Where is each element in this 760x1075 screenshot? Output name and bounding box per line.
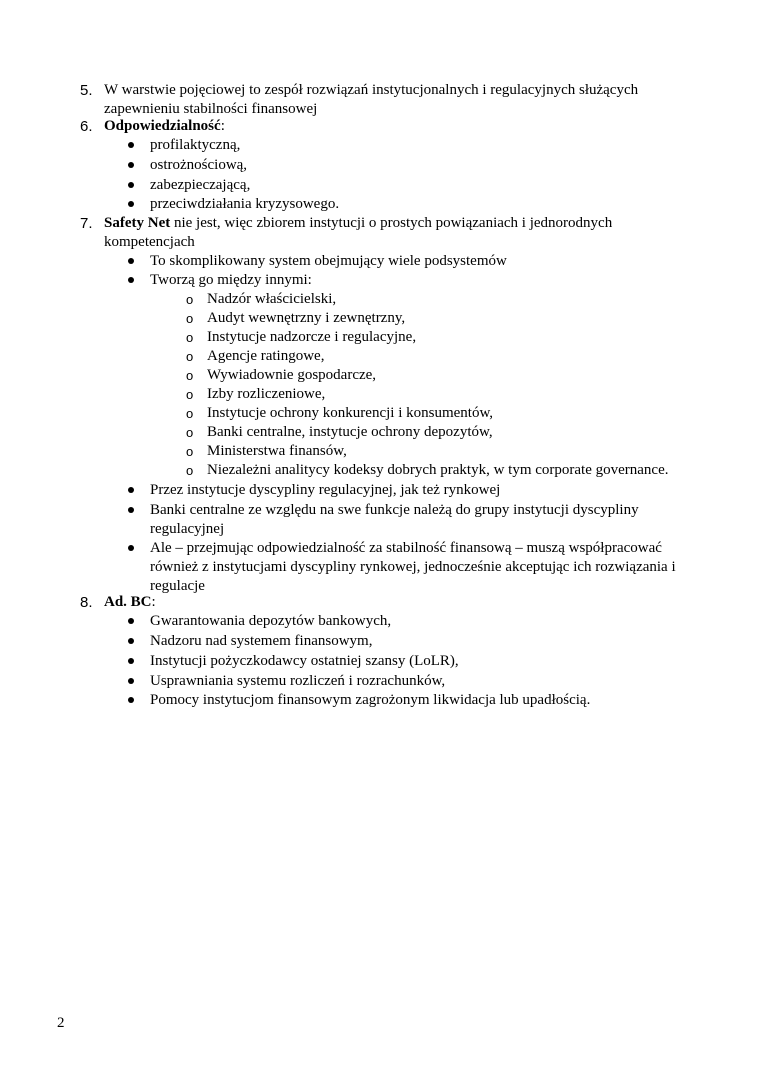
bullet-icon — [128, 142, 134, 148]
circle-bullet-icon: o — [186, 463, 194, 478]
item7-bullet-2: Tworzą go między innymi: — [150, 272, 312, 288]
item8-bullet-1: Gwarantowania depozytów bankowych, — [150, 613, 392, 629]
list-number-7: 7. — [80, 215, 93, 232]
bullet-icon — [128, 678, 134, 684]
item8-heading-suffix: : — [151, 594, 156, 610]
item7-subitem-10: Niezależni analitycy kodeksy dobrych praktyk, w tym corporate governance. — [207, 462, 669, 478]
item6-bullet-1: profilaktyczną, — [150, 137, 241, 153]
bullet-icon — [128, 638, 134, 644]
circle-bullet-icon: o — [186, 292, 194, 307]
item6-bullet-4: przeciwdziałania kryzysowego. — [150, 196, 340, 212]
circle-bullet-icon: o — [186, 425, 194, 440]
item7-subitem-3: Instytucje nadzorcze i regulacyjne, — [207, 329, 417, 345]
item8-heading-line — [104, 593, 156, 612]
item8-heading: Ad. BC — [104, 594, 152, 610]
bullet-icon — [128, 658, 134, 664]
item7-bullet-5-line2: również z instytucjami dyscypliny rynkowej, jednocześnie akceptując ich rozwiązania i — [150, 559, 676, 575]
item8-bullet-3: Instytucji pożyczkodawcy ostatniej szansy (LoLR), — [150, 653, 459, 669]
circle-bullet-icon: o — [186, 406, 194, 421]
item7-subitem-4: Agencje ratingowe, — [207, 348, 325, 364]
bullet-icon — [128, 618, 134, 624]
item7-subitem-8: Banki centralne, instytucje ochrony depozytów, — [207, 424, 493, 440]
item7-subitem-7: Instytucje ochrony konkurencji i konsumentów, — [207, 405, 494, 421]
item6-heading-line — [104, 117, 225, 136]
list-number-5: 5. — [80, 82, 93, 99]
item6-bullet-3: zabezpieczającą, — [150, 177, 251, 193]
bullet-icon — [128, 162, 134, 168]
bullet-icon — [128, 258, 134, 264]
item6-heading: Odpowiedzialność — [104, 118, 221, 134]
bullet-icon — [128, 201, 134, 207]
circle-bullet-icon: o — [186, 311, 194, 326]
item7-subitem-2: Audyt wewnętrzny i zewnętrzny, — [207, 310, 406, 326]
item6-heading-suffix: : — [220, 118, 225, 134]
item6-bullet-2: ostrożnościową, — [150, 157, 248, 173]
circle-bullet-icon: o — [186, 368, 194, 383]
item8-bullet-2: Nadzoru nad systemem finansowym, — [150, 633, 373, 649]
bullet-icon — [128, 182, 134, 188]
item7-subitem-9: Ministerstwa finansów, — [207, 443, 347, 459]
item8-bullet-5: Pomocy instytucjom finansowym zagrożonym likwidacja lub upadłością. — [150, 692, 591, 708]
circle-bullet-icon: o — [186, 349, 194, 364]
bullet-icon — [128, 697, 134, 703]
page-number: 2 — [57, 1015, 65, 1031]
item7-bullet-4-line1: Banki centralne ze względu na swe funkcje należą do grupy instytucji dyscypliny — [150, 502, 639, 518]
item7-bullet-5-line1: Ale – przejmując odpowiedzialność za stabilność finansową – muszą współpracować — [150, 540, 662, 556]
circle-bullet-icon: o — [186, 444, 194, 459]
item7-text-line2: kompetencjach — [104, 234, 195, 250]
circle-bullet-icon: o — [186, 330, 194, 345]
item7-bullet-3: Przez instytucje dyscypliny regulacyjnej, jak też rynkowej — [150, 482, 501, 498]
item7-bullet-1: To skomplikowany system obejmujący wiele podsystemów — [150, 253, 507, 269]
item7-line1-rest: nie jest, więc zbiorem instytucji o prostych powiązaniach i jednorodnych — [170, 215, 613, 231]
item7-bullet-5-line3: regulacje — [150, 578, 205, 594]
list-number-8: 8. — [80, 594, 93, 611]
item7-subitem-6: Izby rozliczeniowe, — [207, 386, 326, 402]
list-number-6: 6. — [80, 118, 93, 135]
bullet-icon — [128, 277, 134, 283]
item5-text-line2: zapewnieniu stabilności finansowej — [104, 101, 318, 117]
bullet-icon — [128, 507, 134, 513]
item7-subitem-5: Wywiadownie gospodarcze, — [207, 367, 377, 383]
bullet-icon — [128, 545, 134, 551]
item7-bullet-4-line2: regulacyjnej — [150, 521, 225, 537]
item7-text-line1 — [104, 214, 612, 233]
item8-bullet-4: Usprawniania systemu rozliczeń i rozrachunków, — [150, 673, 446, 689]
bullet-icon — [128, 487, 134, 493]
circle-bullet-icon: o — [186, 387, 194, 402]
item7-subitem-1: Nadzór właścicielski, — [207, 291, 337, 307]
item7-heading: Safety Net — [104, 215, 171, 231]
item5-text-line1: W warstwie pojęciowej to zespół rozwiązań instytucjonalnych i regulacyjnych służących — [104, 82, 639, 98]
